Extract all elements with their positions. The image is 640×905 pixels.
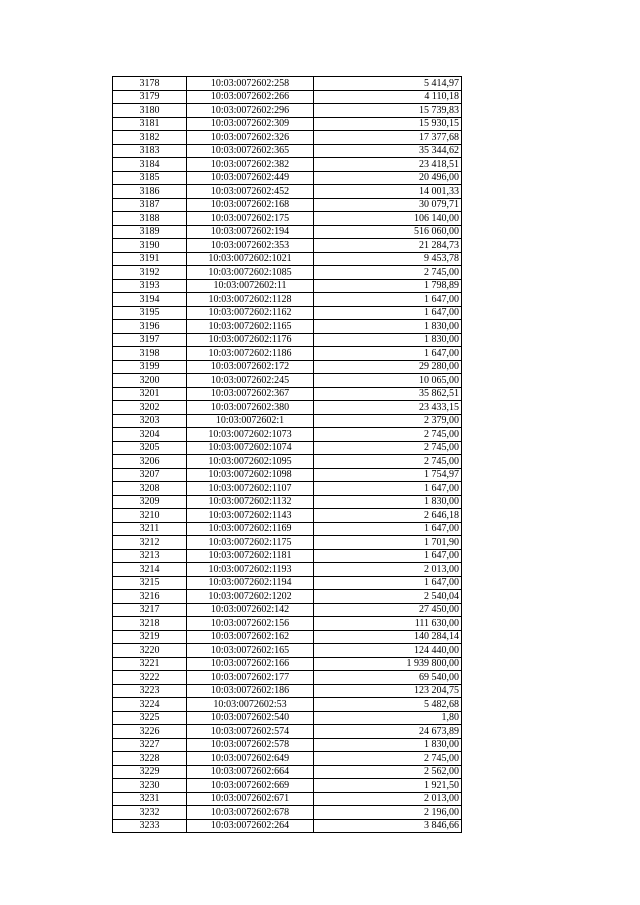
cadastral-number-cell: 10:03:0072602:326 — [187, 131, 314, 145]
row-number-cell: 3178 — [113, 77, 187, 91]
row-number-cell: 3224 — [113, 698, 187, 712]
value-cell: 30 079,71 — [314, 198, 462, 212]
row-number-cell: 3220 — [113, 644, 187, 658]
row-number-cell: 3196 — [113, 320, 187, 334]
value-cell: 2 540,04 — [314, 590, 462, 604]
table-row — [113, 387, 462, 401]
cadastral-number-cell: 10:03:0072602:1175 — [187, 536, 314, 550]
value-cell: 2 745,00 — [314, 441, 462, 455]
cadastral-number-cell: 10:03:0072602:353 — [187, 239, 314, 253]
value-cell: 1 647,00 — [314, 347, 462, 361]
value-cell: 1 830,00 — [314, 738, 462, 752]
row-number-cell: 3217 — [113, 603, 187, 617]
value-cell: 2 562,00 — [314, 765, 462, 779]
value-cell: 4 110,18 — [314, 90, 462, 104]
cadastral-number-cell: 10:03:0072602:194 — [187, 225, 314, 239]
row-number-cell: 3185 — [113, 171, 187, 185]
cadastral-number-cell: 10:03:0072602:671 — [187, 792, 314, 806]
table-row — [113, 657, 462, 671]
value-cell: 140 284,14 — [314, 630, 462, 644]
value-cell: 15 930,15 — [314, 117, 462, 131]
row-number-cell: 3181 — [113, 117, 187, 131]
table-row — [113, 765, 462, 779]
table-row — [113, 212, 462, 226]
cadastral-number-cell: 10:03:0072602:1176 — [187, 333, 314, 347]
value-cell: 1 830,00 — [314, 333, 462, 347]
table-row — [113, 320, 462, 334]
row-number-cell: 3233 — [113, 819, 187, 833]
cadastral-number-cell: 10:03:0072602:678 — [187, 806, 314, 820]
value-cell: 14 001,33 — [314, 185, 462, 199]
row-number-cell: 3225 — [113, 711, 187, 725]
table-row — [113, 792, 462, 806]
row-number-cell: 3179 — [113, 90, 187, 104]
row-number-cell: 3216 — [113, 590, 187, 604]
cadastral-number-cell: 10:03:0072602:142 — [187, 603, 314, 617]
table-row — [113, 414, 462, 428]
row-number-cell: 3186 — [113, 185, 187, 199]
cadastral-number-cell: 10:03:0072602:1194 — [187, 576, 314, 590]
value-cell: 5 414,97 — [314, 77, 462, 91]
value-cell: 35 344,62 — [314, 144, 462, 158]
cadastral-number-cell: 10:03:0072602:165 — [187, 644, 314, 658]
value-cell: 24 673,89 — [314, 725, 462, 739]
row-number-cell: 3228 — [113, 752, 187, 766]
table-row — [113, 239, 462, 253]
table-row — [113, 252, 462, 266]
cadastral-number-cell: 10:03:0072602:166 — [187, 657, 314, 671]
cadastral-number-cell: 10:03:0072602:1162 — [187, 306, 314, 320]
value-cell: 29 280,00 — [314, 360, 462, 374]
value-cell: 2 745,00 — [314, 455, 462, 469]
value-cell: 2 196,00 — [314, 806, 462, 820]
value-cell: 2 646,18 — [314, 509, 462, 523]
cadastral-number-cell: 10:03:0072602:365 — [187, 144, 314, 158]
row-number-cell: 3201 — [113, 387, 187, 401]
row-number-cell: 3211 — [113, 522, 187, 536]
table-row — [113, 522, 462, 536]
table-row — [113, 266, 462, 280]
cadastral-number-cell: 10:03:0072602:367 — [187, 387, 314, 401]
value-cell: 2 013,00 — [314, 792, 462, 806]
table-row — [113, 752, 462, 766]
data-table — [112, 76, 462, 833]
table-row — [113, 171, 462, 185]
value-cell: 1,80 — [314, 711, 462, 725]
row-number-cell: 3207 — [113, 468, 187, 482]
value-cell: 1 830,00 — [314, 495, 462, 509]
row-number-cell: 3210 — [113, 509, 187, 523]
row-number-cell: 3197 — [113, 333, 187, 347]
table-row — [113, 347, 462, 361]
table-row — [113, 684, 462, 698]
cadastral-number-cell: 10:03:0072602:1169 — [187, 522, 314, 536]
row-number-cell: 3192 — [113, 266, 187, 280]
cadastral-number-cell: 10:03:0072602:162 — [187, 630, 314, 644]
value-cell: 9 453,78 — [314, 252, 462, 266]
cadastral-number-cell: 10:03:0072602:649 — [187, 752, 314, 766]
table-row — [113, 104, 462, 118]
row-number-cell: 3231 — [113, 792, 187, 806]
value-cell: 1 939 800,00 — [314, 657, 462, 671]
row-number-cell: 3184 — [113, 158, 187, 172]
cadastral-number-cell: 10:03:0072602:574 — [187, 725, 314, 739]
table-body — [113, 77, 462, 833]
table-row — [113, 671, 462, 685]
value-cell: 23 418,51 — [314, 158, 462, 172]
row-number-cell: 3205 — [113, 441, 187, 455]
table-row — [113, 725, 462, 739]
value-cell: 21 284,73 — [314, 239, 462, 253]
value-cell: 35 862,51 — [314, 387, 462, 401]
cadastral-number-cell: 10:03:0072602:1193 — [187, 563, 314, 577]
table-row — [113, 549, 462, 563]
cadastral-number-cell: 10:03:0072602:309 — [187, 117, 314, 131]
value-cell: 15 739,83 — [314, 104, 462, 118]
row-number-cell: 3221 — [113, 657, 187, 671]
table-row — [113, 374, 462, 388]
cadastral-number-cell: 10:03:0072602:296 — [187, 104, 314, 118]
table-row — [113, 441, 462, 455]
cadastral-number-cell: 10:03:0072602:540 — [187, 711, 314, 725]
table-row — [113, 644, 462, 658]
row-number-cell: 3219 — [113, 630, 187, 644]
value-cell: 111 630,00 — [314, 617, 462, 631]
value-cell: 27 450,00 — [314, 603, 462, 617]
value-cell: 2 745,00 — [314, 428, 462, 442]
value-cell: 69 540,00 — [314, 671, 462, 685]
table-row — [113, 779, 462, 793]
table-row — [113, 576, 462, 590]
table-row — [113, 428, 462, 442]
value-cell: 23 433,15 — [314, 401, 462, 415]
value-cell: 1 701,90 — [314, 536, 462, 550]
cadastral-number-cell: 10:03:0072602:156 — [187, 617, 314, 631]
row-number-cell: 3206 — [113, 455, 187, 469]
value-cell: 106 140,00 — [314, 212, 462, 226]
row-number-cell: 3188 — [113, 212, 187, 226]
cadastral-number-cell: 10:03:0072602:578 — [187, 738, 314, 752]
value-cell: 1 921,50 — [314, 779, 462, 793]
value-cell: 17 377,68 — [314, 131, 462, 145]
row-number-cell: 3204 — [113, 428, 187, 442]
cadastral-number-cell: 10:03:0072602:1021 — [187, 252, 314, 266]
table-row — [113, 806, 462, 820]
cadastral-number-cell: 10:03:0072602:177 — [187, 671, 314, 685]
cadastral-number-cell: 10:03:0072602:11 — [187, 279, 314, 293]
row-number-cell: 3203 — [113, 414, 187, 428]
row-number-cell: 3194 — [113, 293, 187, 307]
table-row — [113, 360, 462, 374]
row-number-cell: 3223 — [113, 684, 187, 698]
cadastral-number-cell: 10:03:0072602:1181 — [187, 549, 314, 563]
row-number-cell: 3232 — [113, 806, 187, 820]
cadastral-number-cell: 10:03:0072602:1202 — [187, 590, 314, 604]
table-row — [113, 455, 462, 469]
table-row — [113, 536, 462, 550]
table-row — [113, 603, 462, 617]
row-number-cell: 3191 — [113, 252, 187, 266]
row-number-cell: 3187 — [113, 198, 187, 212]
value-cell: 1 647,00 — [314, 522, 462, 536]
value-cell: 3 846,66 — [314, 819, 462, 833]
table-row — [113, 279, 462, 293]
value-cell: 1 647,00 — [314, 549, 462, 563]
table-row — [113, 468, 462, 482]
row-number-cell: 3182 — [113, 131, 187, 145]
row-number-cell: 3180 — [113, 104, 187, 118]
value-cell: 124 440,00 — [314, 644, 462, 658]
row-number-cell: 3230 — [113, 779, 187, 793]
row-number-cell: 3218 — [113, 617, 187, 631]
cadastral-number-cell: 10:03:0072602:1143 — [187, 509, 314, 523]
table-row — [113, 158, 462, 172]
cadastral-number-cell: 10:03:0072602:449 — [187, 171, 314, 185]
table-row — [113, 77, 462, 91]
table-row — [113, 711, 462, 725]
value-cell: 10 065,00 — [314, 374, 462, 388]
table-row — [113, 131, 462, 145]
row-number-cell: 3195 — [113, 306, 187, 320]
cadastral-number-cell: 10:03:0072602:1132 — [187, 495, 314, 509]
value-cell: 2 013,00 — [314, 563, 462, 577]
cadastral-number-cell: 10:03:0072602:186 — [187, 684, 314, 698]
cadastral-number-cell: 10:03:0072602:1073 — [187, 428, 314, 442]
value-cell: 5 482,68 — [314, 698, 462, 712]
cadastral-number-cell: 10:03:0072602:1074 — [187, 441, 314, 455]
value-cell: 2 379,00 — [314, 414, 462, 428]
table-row — [113, 198, 462, 212]
row-number-cell: 3200 — [113, 374, 187, 388]
cadastral-number-cell: 10:03:0072602:172 — [187, 360, 314, 374]
row-number-cell: 3198 — [113, 347, 187, 361]
row-number-cell: 3227 — [113, 738, 187, 752]
cadastral-number-cell: 10:03:0072602:264 — [187, 819, 314, 833]
value-cell: 1 647,00 — [314, 482, 462, 496]
cadastral-number-cell: 10:03:0072602:258 — [187, 77, 314, 91]
cadastral-number-cell: 10:03:0072602:1186 — [187, 347, 314, 361]
row-number-cell: 3202 — [113, 401, 187, 415]
cadastral-number-cell: 10:03:0072602:452 — [187, 185, 314, 199]
cadastral-number-cell: 10:03:0072602:53 — [187, 698, 314, 712]
row-number-cell: 3229 — [113, 765, 187, 779]
cadastral-number-cell: 10:03:0072602:1 — [187, 414, 314, 428]
row-number-cell: 3212 — [113, 536, 187, 550]
table-row — [113, 495, 462, 509]
table-row — [113, 333, 462, 347]
row-number-cell: 3226 — [113, 725, 187, 739]
value-cell: 1 647,00 — [314, 306, 462, 320]
value-cell: 1 798,89 — [314, 279, 462, 293]
table-row — [113, 509, 462, 523]
table-row — [113, 617, 462, 631]
table-row — [113, 563, 462, 577]
table-row — [113, 630, 462, 644]
cadastral-number-cell: 10:03:0072602:175 — [187, 212, 314, 226]
cadastral-number-cell: 10:03:0072602:266 — [187, 90, 314, 104]
value-cell: 1 754,97 — [314, 468, 462, 482]
table-row — [113, 306, 462, 320]
value-cell: 123 204,75 — [314, 684, 462, 698]
cadastral-number-cell: 10:03:0072602:664 — [187, 765, 314, 779]
table-row — [113, 293, 462, 307]
row-number-cell: 3193 — [113, 279, 187, 293]
value-cell: 1 647,00 — [314, 576, 462, 590]
cadastral-number-cell: 10:03:0072602:1128 — [187, 293, 314, 307]
cadastral-number-cell: 10:03:0072602:168 — [187, 198, 314, 212]
row-number-cell: 3183 — [113, 144, 187, 158]
row-number-cell: 3214 — [113, 563, 187, 577]
table-row — [113, 738, 462, 752]
row-number-cell: 3222 — [113, 671, 187, 685]
value-cell: 1 647,00 — [314, 293, 462, 307]
cadastral-number-cell: 10:03:0072602:1098 — [187, 468, 314, 482]
row-number-cell: 3213 — [113, 549, 187, 563]
table-row — [113, 144, 462, 158]
row-number-cell: 3189 — [113, 225, 187, 239]
cadastral-number-cell: 10:03:0072602:380 — [187, 401, 314, 415]
table-row — [113, 590, 462, 604]
row-number-cell: 3199 — [113, 360, 187, 374]
row-number-cell: 3209 — [113, 495, 187, 509]
row-number-cell: 3190 — [113, 239, 187, 253]
value-cell: 2 745,00 — [314, 266, 462, 280]
table-row — [113, 90, 462, 104]
row-number-cell: 3208 — [113, 482, 187, 496]
value-cell: 20 496,00 — [314, 171, 462, 185]
value-cell: 516 060,00 — [314, 225, 462, 239]
table-row — [113, 698, 462, 712]
cadastral-number-cell: 10:03:0072602:669 — [187, 779, 314, 793]
value-cell: 2 745,00 — [314, 752, 462, 766]
table-row — [113, 185, 462, 199]
cadastral-number-cell: 10:03:0072602:1095 — [187, 455, 314, 469]
table-row — [113, 482, 462, 496]
cadastral-number-cell: 10:03:0072602:1165 — [187, 320, 314, 334]
cadastral-number-cell: 10:03:0072602:245 — [187, 374, 314, 388]
row-number-cell: 3215 — [113, 576, 187, 590]
cadastral-number-cell: 10:03:0072602:382 — [187, 158, 314, 172]
cadastral-number-cell: 10:03:0072602:1107 — [187, 482, 314, 496]
table-row — [113, 819, 462, 833]
cadastral-number-cell: 10:03:0072602:1085 — [187, 266, 314, 280]
value-cell: 1 830,00 — [314, 320, 462, 334]
table-row — [113, 401, 462, 415]
table-row — [113, 225, 462, 239]
table-row — [113, 117, 462, 131]
